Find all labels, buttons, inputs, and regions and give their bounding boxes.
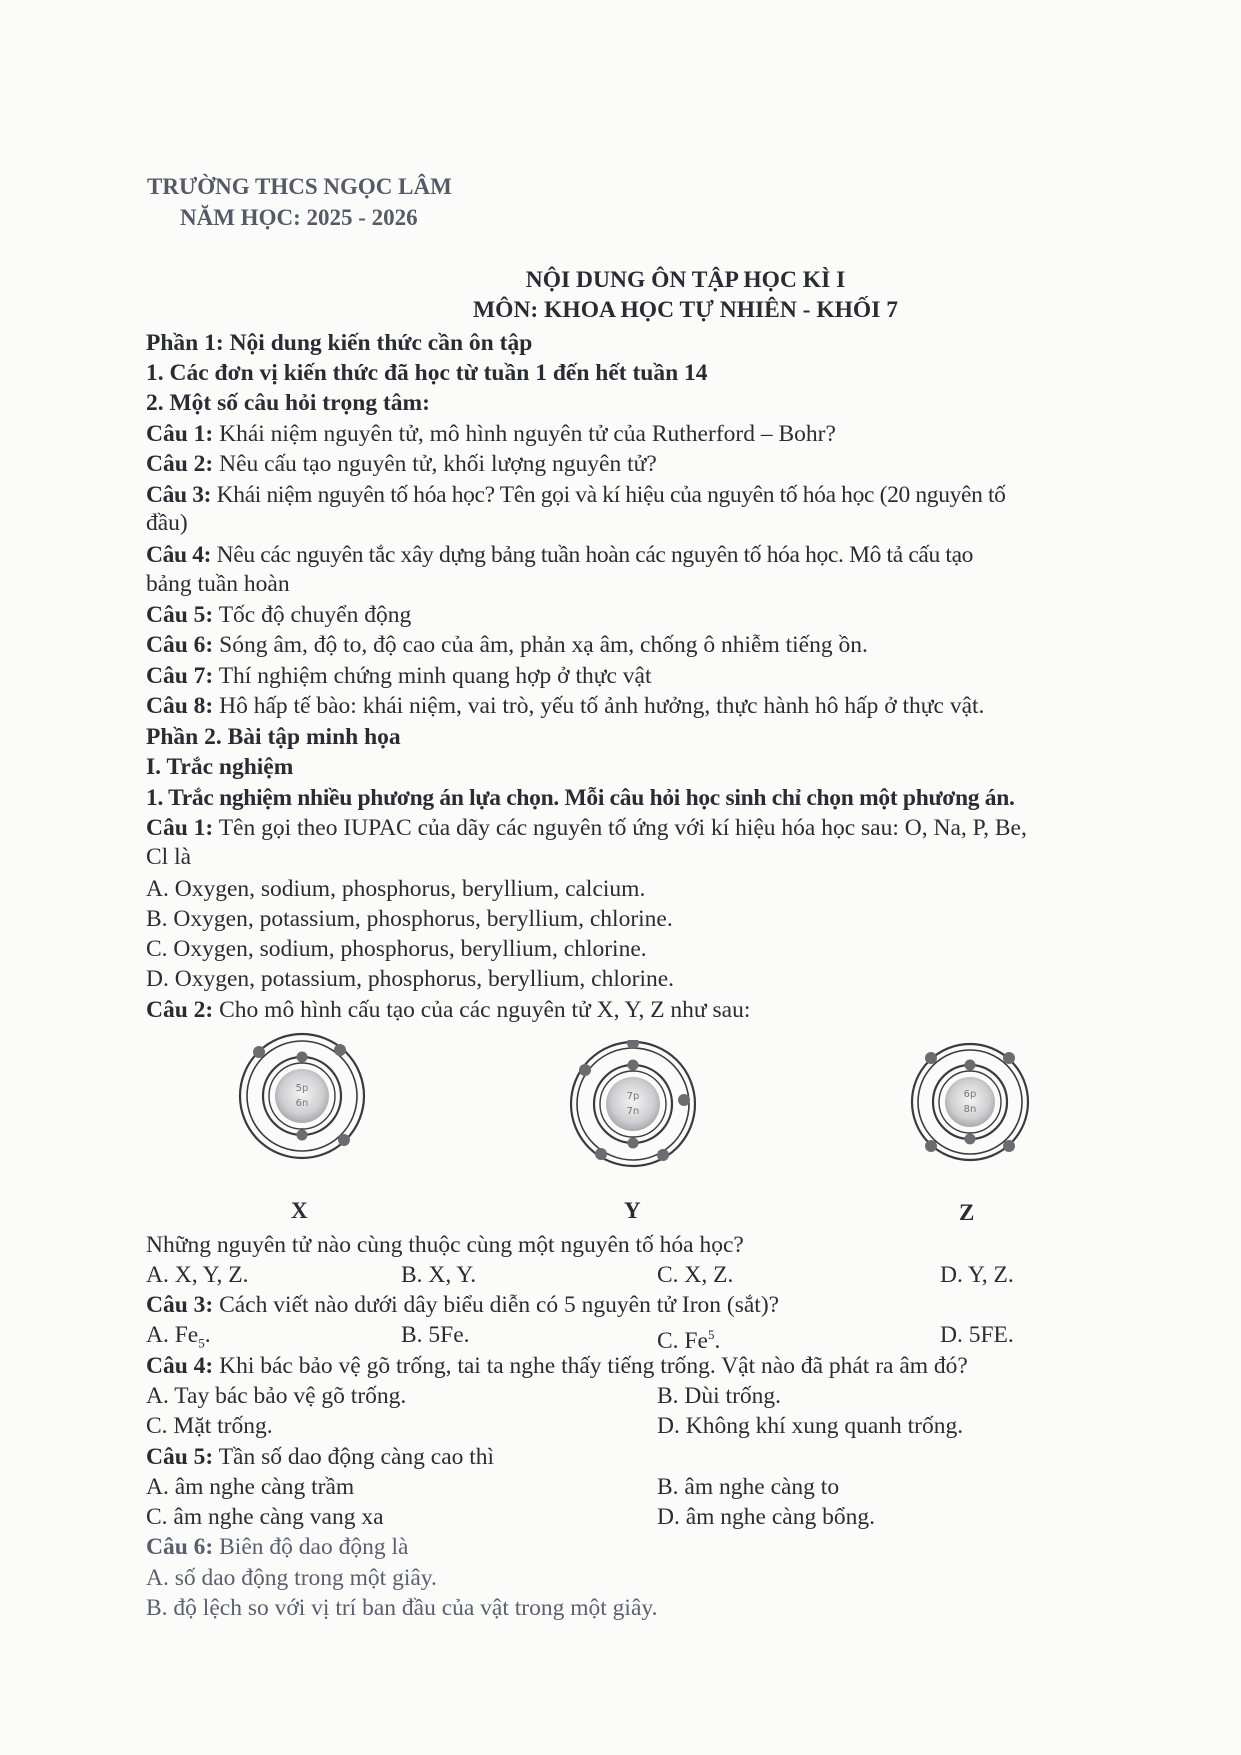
answer-option: B. 5Fe. — [401, 1322, 470, 1348]
electron — [925, 1052, 937, 1064]
question-text: Khái niệm nguyên tử, mô hình nguyên tử của Rutherford – Bohr? — [213, 421, 836, 447]
exercise-question — [146, 813, 1027, 843]
answer-option: B. Oxygen, potassium, phosphorus, beryllium, chlorine. — [146, 906, 673, 932]
electron — [678, 1094, 690, 1106]
answer-option: B. độ lệch so với vị trí ban đầu của vật trong một giây. — [146, 1595, 658, 1621]
doc-title-line1: NỘI DUNG ÔN TẬP HỌC KÌ I — [525, 267, 846, 293]
section-instruction: 1. Trắc nghiệm nhiều phương án lựa chọn. Mỗi câu hỏi học sinh chỉ chọn một phương án. — [146, 785, 1015, 811]
review-question-cont: bảng tuần hoàn — [146, 571, 290, 597]
answer-option: B. Dùi trống. — [657, 1383, 782, 1409]
question-text: Sóng âm, độ to, độ cao của âm, phản xạ âm, chống ô nhiễm tiếng ồn. — [213, 632, 868, 658]
part1-item2: 2. Một số câu hỏi trọng tâm: — [146, 390, 430, 416]
answer-option: A. số dao động trong một giây. — [146, 1565, 437, 1591]
atom-y-model — [563, 1040, 703, 1170]
answer-option: C. X, Z. — [657, 1262, 734, 1288]
question-label: Câu 5: — [146, 1444, 214, 1470]
nucleus-protons: 5p — [295, 1083, 309, 1094]
answer-option: D. Không khí xung quanh trống. — [657, 1413, 964, 1439]
exercise-question — [146, 1290, 779, 1320]
electron — [628, 1060, 639, 1071]
exercise-question — [146, 1532, 408, 1562]
answer-option: B. X, Y. — [401, 1262, 477, 1288]
answer-option: A. Oxygen, sodium, phosphorus, beryllium, calcium. — [146, 876, 646, 902]
atom-label-x: X — [291, 1198, 308, 1223]
nucleus-protons: 7p — [626, 1091, 640, 1102]
question-text: Thí nghiệm chứng minh quang hợp ở thực vật — [213, 663, 652, 689]
question-label: Câu 4: — [146, 542, 212, 568]
answer-option: A. Tay bác bảo vệ gõ trống. — [146, 1383, 407, 1409]
option-text: . — [204, 1322, 211, 1348]
nucleus-neutrons: 6n — [295, 1098, 309, 1109]
option-text: C. Fe — [657, 1327, 708, 1354]
question-prompt: Những nguyên tử nào cùng thuộc cùng một nguyên tố hóa học? — [146, 1232, 744, 1258]
question-text: Tên gọi theo IUPAC của dãy các nguyên tố ứng với kí hiệu hóa học sau: O, Na, P, Be, — [213, 815, 1027, 841]
electron — [297, 1052, 308, 1063]
electron — [297, 1130, 308, 1141]
review-question — [146, 419, 836, 449]
answer-option: A. X, Y, Z. — [146, 1262, 249, 1288]
nucleus-neutrons: 8n — [963, 1104, 977, 1115]
atom-x-model — [232, 1032, 372, 1162]
school-name: TRƯỜNG THCS NGỌC LÂM — [147, 174, 452, 199]
question-label: Câu 6: — [146, 632, 214, 658]
electron — [253, 1046, 265, 1058]
part2-heading: Phần 2. Bài tập minh họa — [146, 724, 401, 750]
answer-option: B. âm nghe càng to — [657, 1474, 840, 1500]
section-heading: I. Trắc nghiệm — [146, 754, 294, 780]
review-question — [146, 449, 657, 479]
electron — [334, 1044, 346, 1056]
electron — [1003, 1052, 1015, 1064]
review-question-cont: đầu) — [146, 510, 188, 536]
doc-title-line2: MÔN: KHOA HỌC TỰ NHIÊN - KHỐI 7 — [473, 297, 898, 323]
answer-option: D. âm nghe càng bổng. — [657, 1504, 875, 1530]
question-label: Câu 6: — [146, 1534, 214, 1560]
part1-heading: Phần 1: Nội dung kiến thức cần ôn tập — [146, 330, 533, 356]
question-text: Khái niệm nguyên tố hóa học? Tên gọi và kí hiệu của nguyên tố hóa học (20 nguyên tố — [211, 482, 1006, 508]
answer-option: C. Mặt trống. — [146, 1413, 273, 1439]
exercise-question — [146, 1442, 494, 1472]
subscript: 5 — [198, 1335, 205, 1351]
atom-label-z: Z — [959, 1200, 975, 1225]
question-label: Câu 3: — [146, 482, 212, 508]
question-text: Hô hấp tế bào: khái niệm, vai trò, yếu tố ảnh hưởng, thực hành hô hấp ở thực vật. — [213, 693, 985, 719]
question-cont: Cl là — [146, 844, 192, 870]
electron — [925, 1140, 937, 1152]
question-text: Tốc độ chuyển động — [213, 602, 412, 628]
question-text: Khi bác bảo vệ gõ trống, tai ta nghe thấy tiếng trống. Vật nào đã phát ra âm đó? — [213, 1353, 968, 1379]
electron — [965, 1134, 976, 1145]
review-question — [146, 540, 973, 570]
superscript: 5 — [707, 1327, 715, 1342]
answer-option: C. âm nghe càng vang xa — [146, 1504, 384, 1530]
electron — [657, 1149, 669, 1161]
electron — [338, 1134, 350, 1146]
question-label: Câu 4: — [146, 1353, 214, 1379]
question-label: Câu 5: — [146, 602, 214, 628]
atom-label-y: Y — [624, 1198, 641, 1223]
question-text: Biên độ dao động là — [213, 1534, 409, 1560]
atom-z-model — [905, 1038, 1035, 1168]
school-year: NĂM HỌC: 2025 - 2026 — [180, 205, 418, 230]
question-label: Câu 2: — [146, 997, 214, 1023]
electron — [1003, 1140, 1015, 1152]
nucleus-neutrons: 7n — [626, 1106, 640, 1117]
electron — [579, 1064, 591, 1076]
review-question — [146, 661, 652, 691]
exercise-question — [146, 1351, 968, 1381]
question-text: Cách viết nào dưới dây biểu diễn có 5 nguyên tử Iron (sắt)? — [213, 1292, 780, 1318]
review-question — [146, 691, 984, 721]
answer-option: D. Y, Z. — [940, 1262, 1014, 1288]
option-text: A. Fe — [146, 1322, 199, 1348]
question-label: Câu 1: — [146, 815, 214, 841]
electron — [595, 1148, 607, 1160]
nucleus-protons: 6p — [963, 1089, 977, 1100]
review-question — [146, 600, 411, 630]
exercise-question — [146, 995, 750, 1025]
question-text: Tần số dao động càng cao thì — [213, 1444, 495, 1470]
review-question — [146, 480, 1006, 510]
answer-option: C. Oxygen, sodium, phosphorus, beryllium, chlorine. — [146, 936, 647, 962]
question-label: Câu 3: — [146, 1292, 214, 1318]
electron — [628, 1138, 639, 1149]
question-text: Nêu cấu tạo nguyên tử, khối lượng nguyên tử? — [213, 451, 657, 477]
question-text: Cho mô hình cấu tạo của các nguyên tử X, Y, Z như sau: — [213, 997, 751, 1023]
answer-option: D. Oxygen, potassium, phosphorus, beryllium, chlorine. — [146, 966, 675, 992]
question-label: Câu 2: — [146, 451, 214, 477]
question-label: Câu 7: — [146, 663, 214, 689]
part1-item1: 1. Các đơn vị kiến thức đã học từ tuần 1 đến hết tuần 14 — [146, 360, 708, 386]
electron — [965, 1060, 976, 1071]
question-text: Nêu các nguyên tắc xây dựng bảng tuần hoàn các nguyên tố hóa học. Mô tả cấu tạo — [211, 542, 974, 568]
question-label: Câu 1: — [146, 421, 214, 447]
option-text: . — [714, 1327, 721, 1354]
answer-option: A. âm nghe càng trầm — [146, 1474, 355, 1500]
question-label: Câu 8: — [146, 693, 214, 719]
answer-option: D. 5FE. — [940, 1322, 1014, 1348]
review-question — [146, 630, 868, 660]
